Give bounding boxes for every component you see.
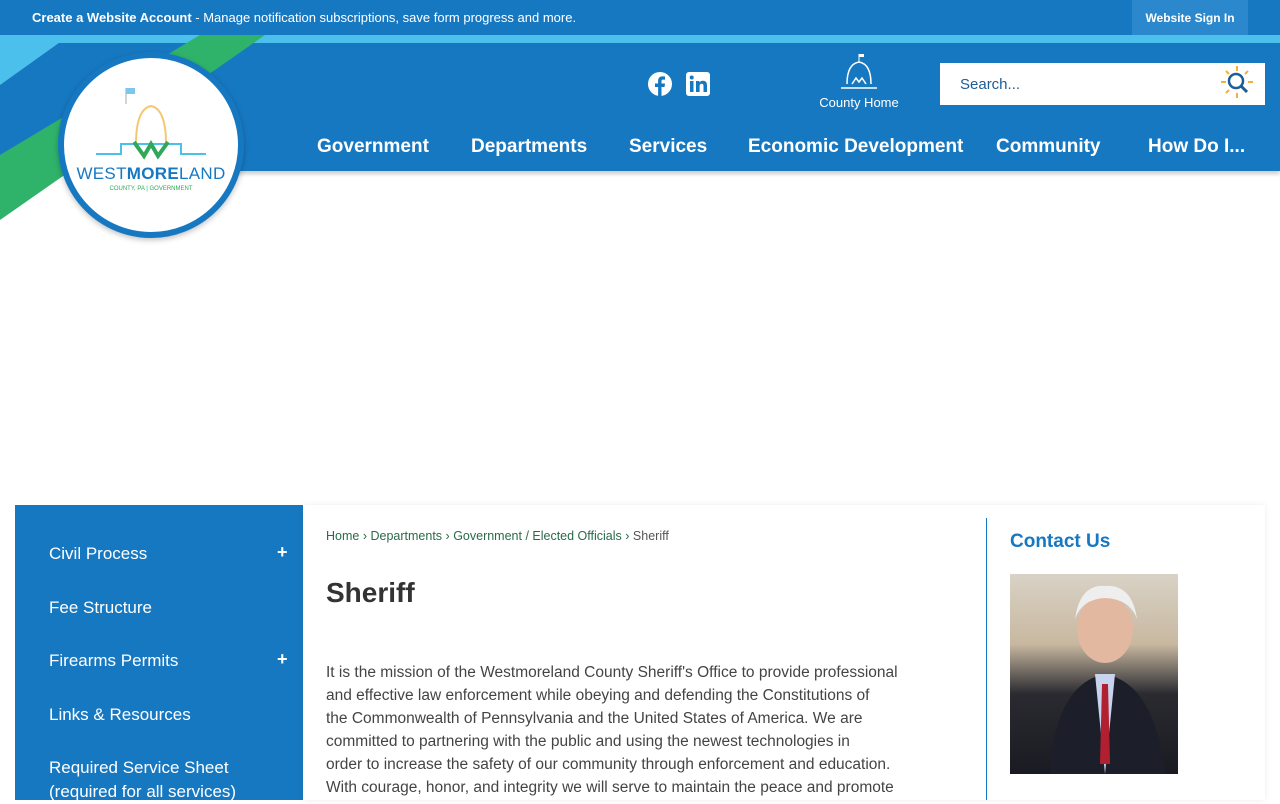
contact-us-heading: Contact Us — [1010, 531, 1111, 552]
create-account-link[interactable] — [32, 10, 576, 25]
breadcrumb — [326, 529, 669, 543]
sidebar-item-civil-process[interactable]: Civil Process — [49, 544, 148, 563]
nav-economic-development[interactable]: Economic Development — [748, 136, 964, 157]
mission-text — [326, 661, 976, 799]
expand-icon[interactable]: + — [277, 542, 288, 562]
sidebar-item-links-resources[interactable]: Links & Resources — [49, 705, 191, 724]
breadcrumb-sep: › — [362, 529, 367, 543]
search-box — [940, 63, 1265, 105]
search-icon[interactable] — [1220, 65, 1254, 104]
website-sign-in-button[interactable]: Website Sign In — [1132, 0, 1248, 35]
social-links — [648, 72, 710, 96]
text-line: and effective law enforcement while obeying and defending the Constitutions of — [326, 687, 870, 704]
nav-government[interactable]: Government — [317, 136, 429, 157]
nav-departments[interactable]: Departments — [471, 136, 588, 157]
breadcrumb-sep: › — [625, 529, 630, 543]
breadcrumb-departments[interactable]: Departments — [370, 529, 443, 543]
sidebar-item-required-service-sheet[interactable]: Required Service Sheet (required for all services) — [49, 758, 237, 801]
text-line: order to increase the safety of our community through enforcement and education. — [326, 756, 891, 773]
sidebar-item-fee-structure[interactable]: Fee Structure — [49, 598, 152, 617]
top-bar — [0, 0, 1280, 35]
breadcrumb-government[interactable]: Government / Elected Officials — [453, 529, 622, 543]
page-title: Sheriff — [326, 577, 415, 608]
breadcrumb-sep: › — [445, 529, 450, 543]
nav-how-do-i[interactable]: How Do I... — [1148, 136, 1246, 157]
sidebar-item-firearms-permits[interactable]: Firearms Permits — [49, 651, 179, 670]
facebook-icon[interactable] — [648, 72, 672, 96]
nav-services[interactable]: Services — [629, 136, 708, 157]
logo-wordmark: WESTMORELAND — [76, 164, 226, 183]
linkedin-icon[interactable] — [686, 72, 710, 96]
capitol-icon — [839, 52, 879, 92]
main-nav — [0, 136, 1280, 160]
nav-community[interactable]: Community — [996, 136, 1101, 157]
text-line: the Commonwealth of Pennsylvania and the United States of America. We are — [326, 710, 863, 727]
breadcrumb-current: Sheriff — [632, 529, 669, 543]
sheriff-photo — [1010, 574, 1178, 774]
breadcrumb-home[interactable]: Home — [326, 529, 360, 543]
search-input[interactable] — [940, 76, 1220, 93]
expand-icon[interactable]: + — [277, 649, 288, 669]
county-home-label: County Home — [819, 95, 899, 110]
divider — [986, 518, 987, 800]
text-line: committed to partnering with the public and using the newest technologies in — [326, 733, 850, 750]
create-account-label: Create a Website Account — [32, 10, 192, 25]
logo-subtitle: COUNTY, PA | GOVERNMENT — [109, 186, 193, 192]
sidebar — [15, 505, 303, 800]
create-account-desc: - Manage notification subscriptions, save form progress and more. — [191, 10, 577, 25]
text-line: With courage, honor, and integrity we will serve to maintain the peace and promote — [326, 779, 894, 796]
county-home-link[interactable] — [812, 52, 906, 110]
text-line: It is the mission of the Westmoreland County Sheriff's Office to provide professional — [326, 664, 898, 681]
